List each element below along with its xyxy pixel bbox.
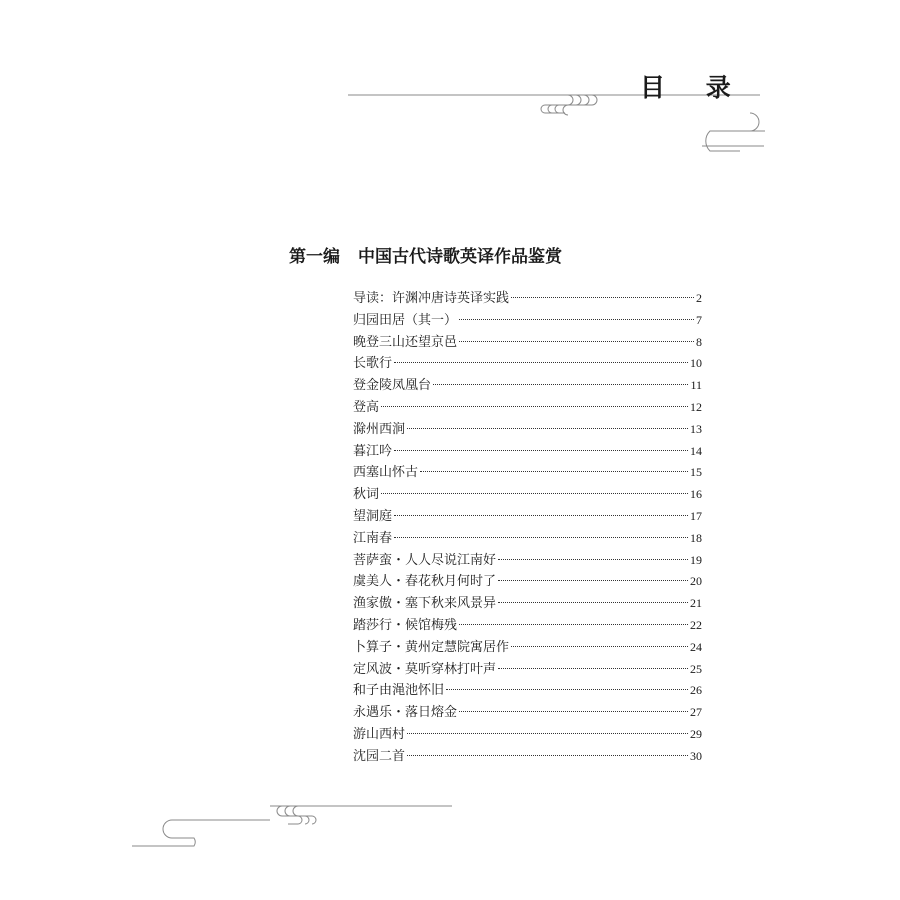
dot-leader — [459, 341, 694, 342]
toc-entry[interactable] — [353, 702, 702, 724]
toc-entry-title: 晚登三山还望京邑 — [353, 334, 458, 350]
toc-entry-page: 15 — [690, 465, 702, 480]
toc-entry[interactable] — [353, 375, 702, 397]
toc-entry-page: 7 — [696, 312, 702, 327]
toc-entry-page: 13 — [690, 421, 702, 436]
toc-entry[interactable] — [353, 680, 702, 702]
toc-entry[interactable] — [353, 462, 702, 484]
toc-entry-title: 登高 — [353, 399, 380, 415]
dot-leader — [459, 624, 688, 625]
dot-leader — [394, 362, 688, 363]
toc-entry-page: 18 — [690, 530, 702, 545]
toc-entry-title: 定风波・莫听穿林打叶声 — [353, 661, 497, 677]
dot-leader — [498, 668, 688, 669]
cloud-ornament-bottom — [130, 800, 460, 852]
toc-entry-title: 沈园二首 — [353, 748, 406, 764]
toc-entry-title: 永遇乐・落日熔金 — [353, 705, 458, 721]
toc-entry-page: 27 — [690, 705, 702, 720]
part-number: 第一编 — [289, 247, 340, 267]
toc-entry[interactable] — [353, 550, 702, 572]
toc-entry[interactable] — [353, 419, 702, 441]
toc-entry-page: 30 — [690, 748, 702, 763]
toc-entry-title: 导读：许渊冲唐诗英译实践 — [353, 291, 510, 306]
toc-entry-page: 19 — [690, 552, 702, 567]
toc-entry-page: 16 — [690, 487, 702, 502]
dot-leader — [498, 580, 688, 581]
toc-entry-title: 归园田居（其一） — [353, 312, 458, 328]
dot-leader — [511, 646, 688, 647]
toc-entry[interactable] — [353, 571, 702, 593]
toc-entry-title: 卜算子・黄州定慧院寓居作 — [353, 639, 510, 655]
toc-entry-title: 渔家傲・塞下秋来风景异 — [353, 596, 497, 612]
dot-leader — [511, 297, 694, 298]
toc-entry-page: 12 — [690, 399, 702, 414]
dot-leader — [459, 711, 688, 712]
toc-entry-title: 望洞庭 — [353, 508, 393, 524]
toc-entry-title: 暮江吟 — [353, 443, 393, 459]
toc-entry[interactable] — [353, 724, 702, 746]
toc-entry-page: 8 — [696, 334, 702, 349]
toc-entry-title: 江南春 — [353, 530, 393, 546]
part-title: 中国古代诗歌英译作品鉴赏 — [358, 247, 562, 267]
toc-entry[interactable] — [353, 397, 702, 419]
toc-entry-page: 26 — [690, 683, 702, 698]
toc-entry[interactable] — [353, 637, 702, 659]
dot-leader — [394, 537, 688, 538]
toc-entry-page: 25 — [690, 661, 702, 676]
toc-entry-title: 滁州西涧 — [353, 421, 406, 437]
dot-leader — [459, 319, 694, 320]
toc-entry[interactable] — [353, 288, 702, 310]
page-title: 目 录 — [640, 73, 747, 102]
toc-entry-page: 11 — [690, 378, 702, 393]
toc-entry-page: 14 — [690, 443, 702, 458]
toc-entry[interactable] — [353, 441, 702, 463]
toc-entry-title: 和子由渑池怀旧 — [353, 683, 445, 699]
toc-entry[interactable] — [353, 506, 702, 528]
dot-leader — [420, 471, 688, 472]
toc-entry-title: 踏莎行・候馆梅残 — [353, 617, 458, 633]
toc-entry[interactable] — [353, 615, 702, 637]
dot-leader — [381, 493, 688, 494]
dot-leader — [498, 559, 688, 560]
toc-entry[interactable] — [353, 593, 702, 615]
toc-list — [353, 288, 702, 768]
dot-leader — [407, 755, 688, 756]
part-heading — [289, 246, 562, 268]
toc-entry-page: 2 — [696, 291, 702, 305]
dot-leader — [498, 602, 688, 603]
toc-entry-title: 登金陵凤凰台 — [353, 378, 432, 394]
dot-leader — [433, 384, 688, 385]
toc-entry[interactable] — [353, 310, 702, 332]
toc-entry[interactable] — [353, 528, 702, 550]
toc-entry-title: 虞美人・春花秋月何时了 — [353, 574, 497, 590]
toc-entry-title: 游山西村 — [353, 726, 406, 742]
toc-entry-page: 10 — [690, 356, 702, 371]
dot-leader — [394, 450, 688, 451]
dot-leader — [407, 733, 688, 734]
dot-leader — [394, 515, 688, 516]
toc-entry[interactable] — [353, 659, 702, 681]
toc-entry[interactable] — [353, 332, 702, 354]
toc-entry-title: 秋词 — [353, 487, 380, 503]
toc-entry[interactable] — [353, 484, 702, 506]
toc-entry-page: 24 — [690, 639, 702, 654]
toc-entry-page: 22 — [690, 617, 702, 632]
toc-entry-page: 17 — [690, 508, 702, 523]
dot-leader — [446, 689, 688, 690]
dot-leader — [407, 428, 688, 429]
toc-entry-page: 21 — [690, 596, 702, 611]
toc-entry-page: 29 — [690, 726, 702, 741]
toc-entry-page: 20 — [690, 574, 702, 589]
toc-entry-title: 菩萨蛮・人人尽说江南好 — [353, 552, 497, 568]
toc-entry[interactable] — [353, 746, 702, 768]
dot-leader — [381, 406, 688, 407]
toc-entry-title: 西塞山怀古 — [353, 465, 419, 481]
toc-entry-title: 长歌行 — [353, 356, 393, 372]
toc-entry[interactable] — [353, 353, 702, 375]
